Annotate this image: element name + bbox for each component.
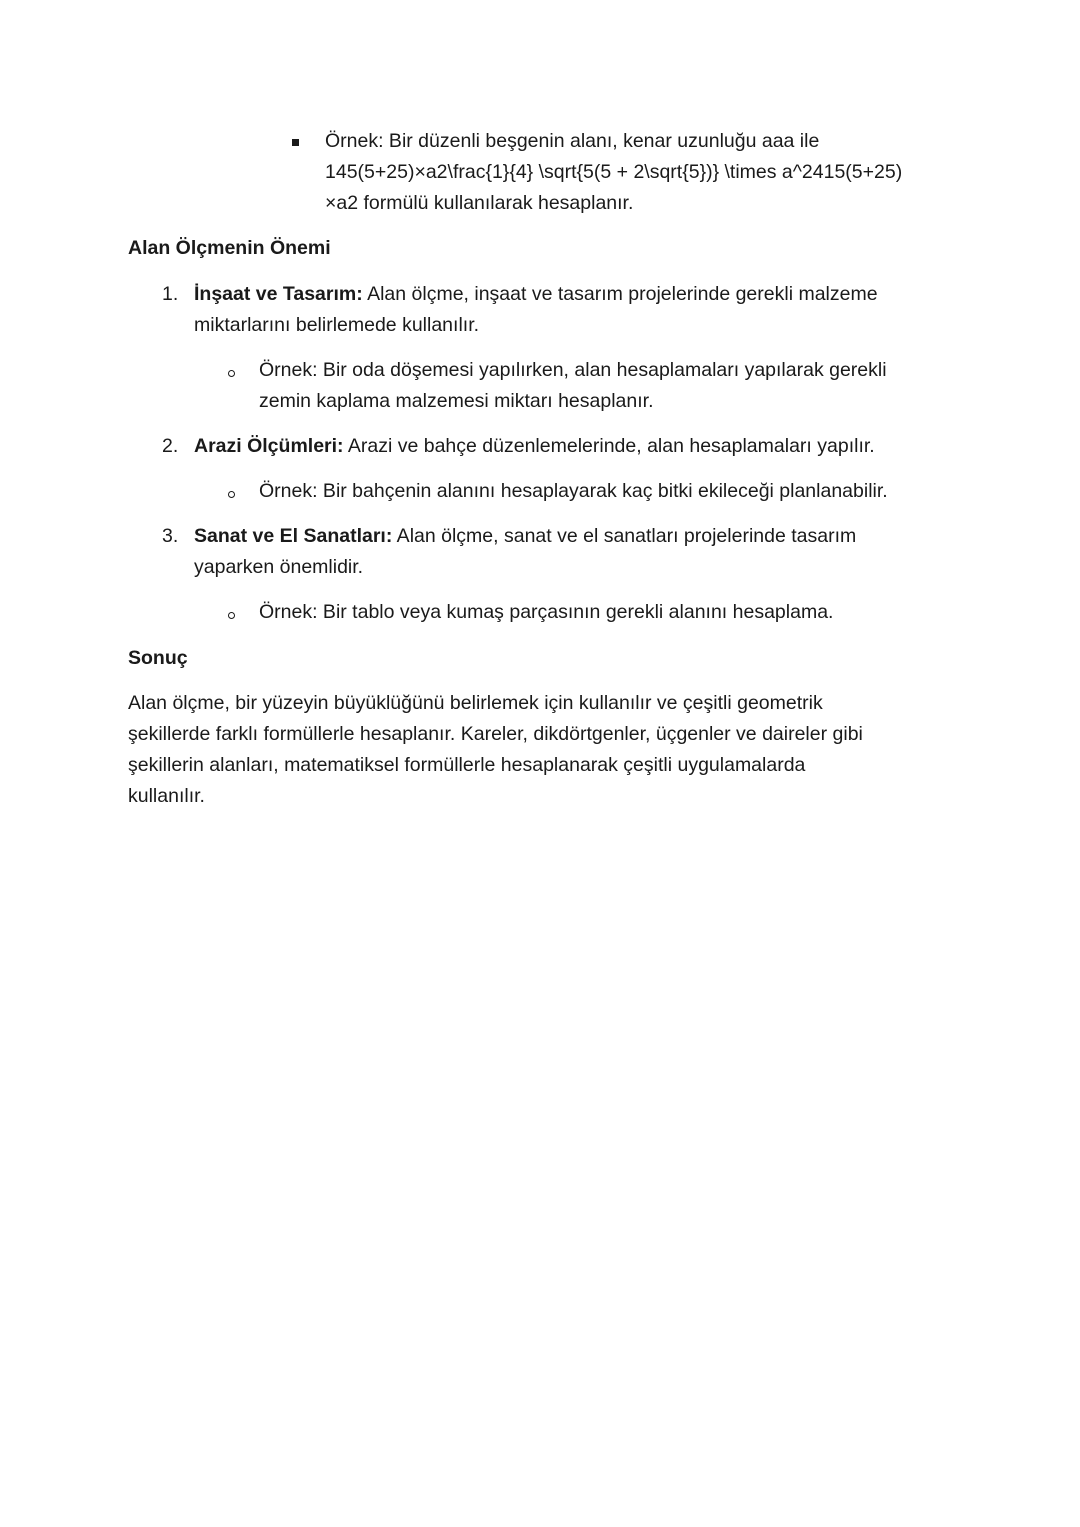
item-2-title: Arazi Ölçümleri: bbox=[194, 435, 344, 457]
item-3-text-line-1: Alan ölçme, sanat ve el sanatları projelerinde tasarım bbox=[392, 525, 857, 547]
item-3-example-line-1: Örnek: Bir tablo veya kumaş parçasının gerekli alanını hesaplama. bbox=[259, 601, 834, 623]
item-1-example-line-2: zemin kaplama malzemesi miktarı hesaplanır. bbox=[259, 390, 654, 412]
circle-bullet-icon bbox=[228, 491, 235, 498]
section-heading-importance: Alan Ölçmenin Önemi bbox=[128, 237, 331, 259]
conclusion-line-3: şekillerin alanları, matematiksel formüllerle hesaplanarak çeşitli uygulamalarda bbox=[128, 754, 806, 776]
item-1-example-line-1: Örnek: Bir oda döşemesi yapılırken, alan hesaplamaları yapılarak gerekli bbox=[259, 359, 887, 381]
formula-example bbox=[325, 126, 965, 219]
item-1-example bbox=[259, 355, 979, 417]
formula-line-1: Örnek: Bir düzenli beşgenin alanı, kenar uzunluğu aaa ile bbox=[325, 130, 820, 152]
item-3-example bbox=[259, 597, 979, 628]
item-1-text bbox=[194, 279, 974, 341]
formula-line-2: 145(5+25)×a2\frac{1}{4} \sqrt{5(5 + 2\sqrt{5})} \times a^2415(5+25) bbox=[325, 161, 903, 183]
square-bullet-icon bbox=[292, 139, 299, 146]
circle-bullet-icon bbox=[228, 612, 235, 619]
item-2-text bbox=[194, 431, 974, 462]
item-3-text bbox=[194, 521, 974, 583]
conclusion-line-4: kullanılır. bbox=[128, 785, 205, 807]
formula-line-3: ×a2 formülü kullanılarak hesaplanır. bbox=[325, 192, 634, 214]
conclusion-line-1: Alan ölçme, bir yüzeyin büyüklüğünü belirlemek için kullanılır ve çeşitli geometrik bbox=[128, 692, 823, 714]
item-number-1: 1. bbox=[162, 283, 179, 305]
item-1-text-line-1: Alan ölçme, inşaat ve tasarım projelerinde gerekli malzeme bbox=[362, 283, 878, 305]
item-3-text-line-2: yaparken önemlidir. bbox=[194, 556, 364, 578]
conclusion-paragraph bbox=[128, 688, 958, 812]
item-3-title: Sanat ve El Sanatları: bbox=[194, 525, 393, 547]
item-2-example bbox=[259, 476, 979, 507]
item-2-text-line-1: Arazi ve bahçe düzenlemelerinde, alan hesaplamaları yapılır. bbox=[343, 435, 875, 457]
item-number-2: 2. bbox=[162, 435, 179, 457]
item-number-3: 3. bbox=[162, 525, 179, 547]
item-1-title: İnşaat ve Tasarım: bbox=[194, 283, 363, 305]
item-1-text-line-2: miktarlarını belirlemede kullanılır. bbox=[194, 314, 480, 336]
circle-bullet-icon bbox=[228, 370, 235, 377]
item-2-example-line-1: Örnek: Bir bahçenin alanını hesaplayarak kaç bitki ekileceği planlanabilir. bbox=[259, 480, 888, 502]
conclusion-line-2: şekillerde farklı formüllerle hesaplanır. Kareler, dikdörtgenler, üçgenler ve daireler gibi bbox=[128, 723, 863, 745]
section-heading-conclusion: Sonuç bbox=[128, 647, 188, 669]
